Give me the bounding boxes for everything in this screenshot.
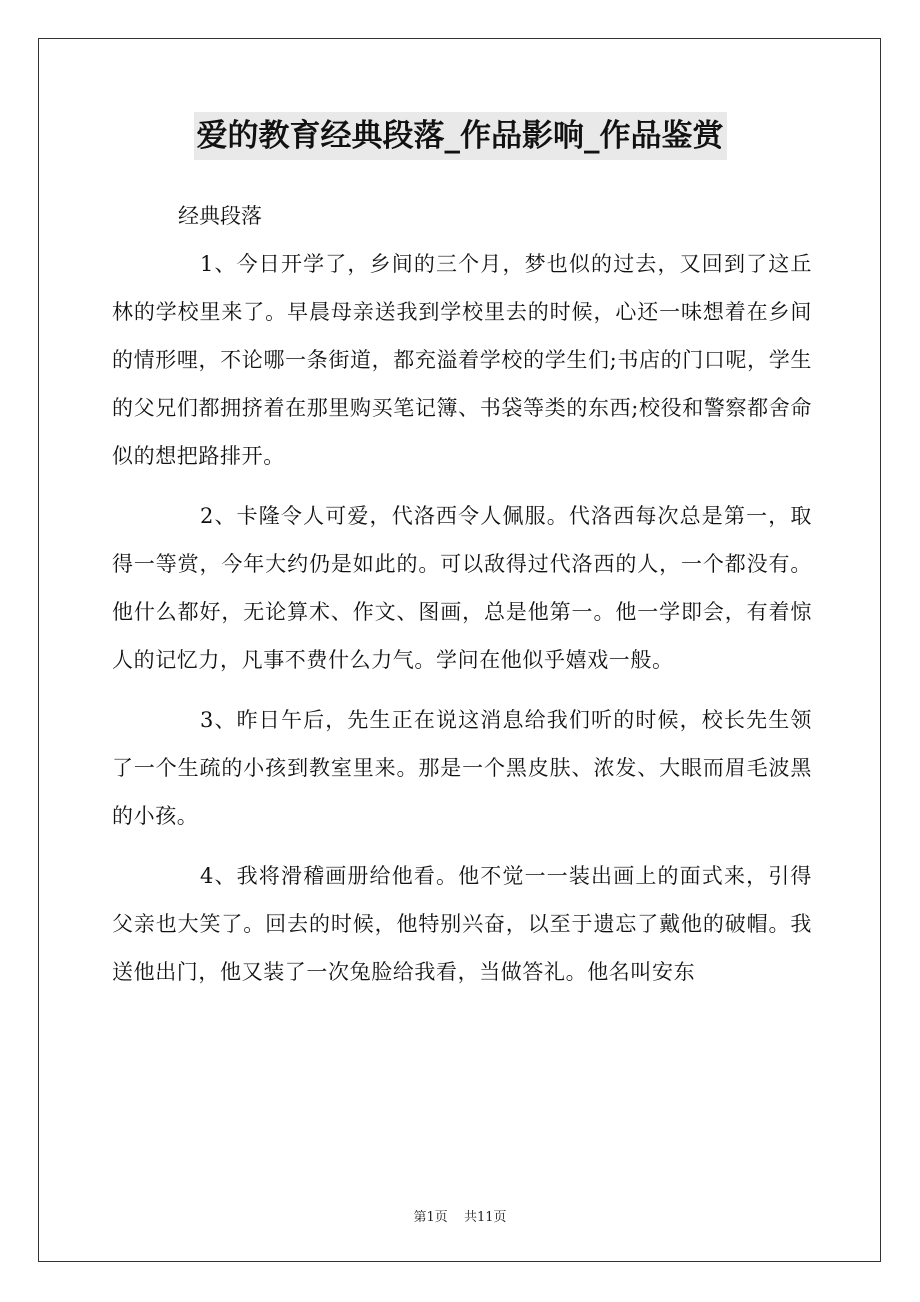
paragraph-1: 1、今日开学了，乡间的三个月，梦也似的过去，又回到了这丘林的学校里来了。早晨母亲送我到学校里去的时候，心还一味想着在乡间的情形哩，不论哪一条街道，都充溢着学校的学生们;书店的门口呢，学生的父兄们都拥挤着在那里购买笔记簿、书袋等类的东西;校役和警察都舍命似的想把路排开。: [112, 252, 812, 468]
total-pages: 共11页: [463, 1210, 507, 1225]
title-container: [0, 112, 920, 160]
document-body: [112, 192, 812, 1008]
paragraph-3: 3、昨日午后，先生正在说这消息给我们听的时候，校长先生领了一个生疏的小孩到教室里来。那是一个黑皮肤、浓发、大眼而眉毛波黑的小孩。: [112, 708, 812, 828]
page-number: 第1页: [413, 1210, 448, 1225]
paragraph-4: 4、我将滑稽画册给他看。他不觉一一装出画上的面式来，引得父亲也大笑了。回去的时候，他特别兴奋，以至于遗忘了戴他的破帽。我送他出门，他又装了一次兔脸给我看，当做答礼。他名叫安东: [112, 864, 812, 984]
section-heading: 经典段落: [178, 204, 262, 228]
page-footer: [0, 1206, 920, 1225]
paragraph-2: 2、卡隆令人可爱，代洛西令人佩服。代洛西每次总是第一，取得一等赏，今年大约仍是如此的。可以敌得过代洛西的人，一个都没有。他什么都好，无论算术、作文、图画，总是他第一。他一学即会，有着惊人的记忆力，凡事不费什么力气。学问在他似乎嬉戏一般。: [112, 504, 812, 672]
document-title: 爱的教育经典段落_作品影响_作品鉴赏: [194, 112, 727, 160]
